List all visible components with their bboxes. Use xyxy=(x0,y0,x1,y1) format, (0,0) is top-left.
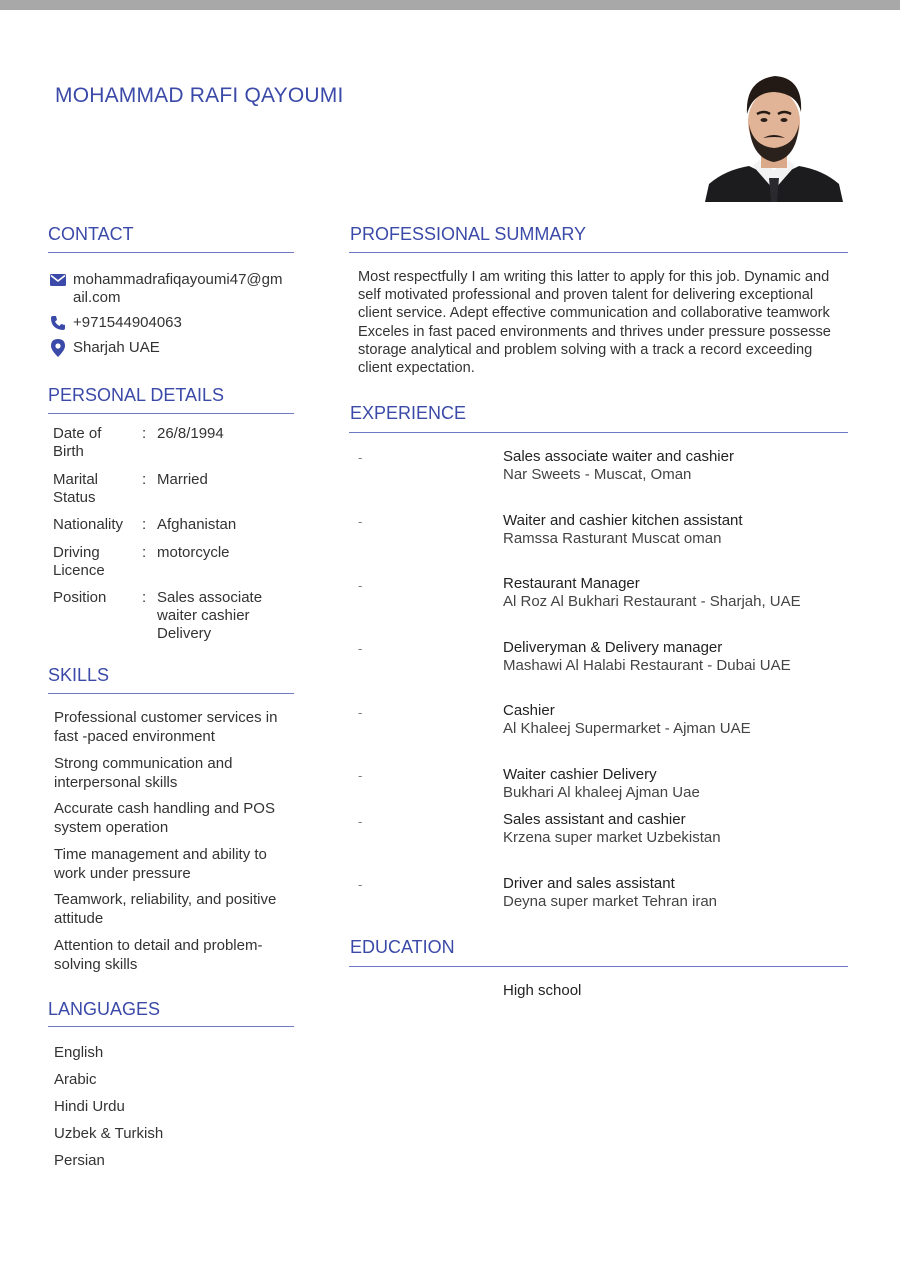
experience-company: Mashawi Al Halabi Restaurant - Dubai UAE xyxy=(503,657,791,674)
phone-icon xyxy=(48,314,68,332)
colon: : xyxy=(142,589,147,606)
profile-photo xyxy=(705,66,843,202)
skill-item: Attention to detail and problem-solving skills xyxy=(54,937,263,973)
skill-item: Accurate cash handling and POS system operation xyxy=(54,800,275,836)
experience-title: Driver and sales assistant xyxy=(503,875,675,892)
marital-value: Married xyxy=(157,471,208,488)
candidate-name: MOHAMMAD RAFI QAYOUMI xyxy=(55,84,344,107)
contact-email[interactable] xyxy=(48,271,287,307)
experience-dash: - xyxy=(358,641,363,656)
education-item: High school xyxy=(503,982,582,999)
position-value: Sales associate waiter cashier Delivery xyxy=(157,589,263,642)
colon: : xyxy=(142,516,147,533)
languages-divider xyxy=(48,1026,294,1027)
skill-item: Time management and ability to work under pressure xyxy=(54,846,267,882)
experience-title: Sales assistant and cashier xyxy=(503,811,686,828)
colon: : xyxy=(142,471,147,488)
skill-item: Teamwork, reliability, and positive attitude xyxy=(54,891,277,927)
language-item: Persian xyxy=(54,1152,105,1169)
contact-location xyxy=(48,339,287,357)
experience-dash: - xyxy=(358,705,363,720)
experience-title: Waiter cashier Delivery xyxy=(503,766,657,783)
summary-text: Most respectfully I am writing this latter to apply for this job. Dynamic and self motivated professional and proven talent for delivering exceptional client service. Adept effective communication and collaborative teamwork Exceles in fast paced environments and thrives under pressure possesse storage analytical and problem solving with a track a record exceeding client expectation. xyxy=(358,269,831,377)
experience-dash: - xyxy=(358,877,363,892)
summary-heading: PROFESSIONAL SUMMARY xyxy=(350,224,587,244)
experience-dash: - xyxy=(358,450,363,465)
language-item: English xyxy=(54,1044,104,1061)
experience-divider xyxy=(349,432,848,433)
education-heading: EDUCATION xyxy=(350,937,455,957)
experience-dash: - xyxy=(358,814,363,829)
dob-label: Date of Birth xyxy=(53,425,102,460)
nationality-label: Nationality xyxy=(53,516,124,533)
personal-details-divider xyxy=(48,413,294,414)
email-text: mohammadrafiqayoumi47@gmail.com xyxy=(73,271,283,306)
language-item: Arabic xyxy=(54,1071,97,1088)
experience-company: Nar Sweets - Muscat, Oman xyxy=(503,466,692,483)
experience-dash: - xyxy=(358,768,363,783)
licence-value: motorcycle xyxy=(157,544,230,561)
skill-item: Strong communication and interpersonal skills xyxy=(54,755,233,791)
skill-item: Professional customer services in fast -paced environment xyxy=(54,709,278,745)
top-bar xyxy=(0,0,900,10)
location-text: Sharjah UAE xyxy=(73,339,160,356)
experience-dash: - xyxy=(358,514,363,529)
personal-details-heading: PERSONAL DETAILS xyxy=(48,385,225,405)
contact-divider xyxy=(48,252,294,253)
experience-company: Ramssa Rasturant Muscat oman xyxy=(503,530,722,547)
skills-heading: SKILLS xyxy=(48,665,110,685)
experience-company: Al Roz Al Bukhari Restaurant - Sharjah, UAE xyxy=(503,593,801,610)
experience-title: Restaurant Manager xyxy=(503,575,640,592)
experience-company: Deyna super market Tehran iran xyxy=(503,893,717,910)
experience-title: Waiter and cashier kitchen assistant xyxy=(503,512,743,529)
colon: : xyxy=(142,425,147,442)
experience-title: Deliveryman & Delivery manager xyxy=(503,639,723,656)
education-divider xyxy=(349,966,848,967)
language-item: Uzbek & Turkish xyxy=(54,1125,164,1142)
dob-value: 26/8/1994 xyxy=(157,425,224,442)
experience-title: Sales associate waiter and cashier xyxy=(503,448,734,465)
colon: : xyxy=(142,544,147,561)
skills-divider xyxy=(48,693,294,694)
experience-company: Krzena super market Uzbekistan xyxy=(503,829,721,846)
languages-heading: LANGUAGES xyxy=(48,999,161,1019)
position-label: Position xyxy=(53,589,107,606)
experience-dash: - xyxy=(358,578,363,593)
summary-divider xyxy=(349,252,848,253)
location-pin-icon xyxy=(48,339,68,357)
marital-label: Marital Status xyxy=(53,471,99,506)
nationality-value: Afghanistan xyxy=(157,516,237,533)
experience-company: Al Khaleej Supermarket - Ajman UAE xyxy=(503,720,751,737)
contact-phone[interactable] xyxy=(48,314,287,332)
licence-label: Driving Licence xyxy=(53,544,105,579)
experience-heading: EXPERIENCE xyxy=(350,403,467,423)
language-item: Hindi Urdu xyxy=(54,1098,125,1115)
phone-text: +971544904063 xyxy=(73,314,182,331)
experience-company: Bukhari Al khaleej Ajman Uae xyxy=(503,784,700,801)
experience-title: Cashier xyxy=(503,702,555,719)
envelope-icon xyxy=(48,271,68,289)
contact-heading: CONTACT xyxy=(48,224,134,244)
